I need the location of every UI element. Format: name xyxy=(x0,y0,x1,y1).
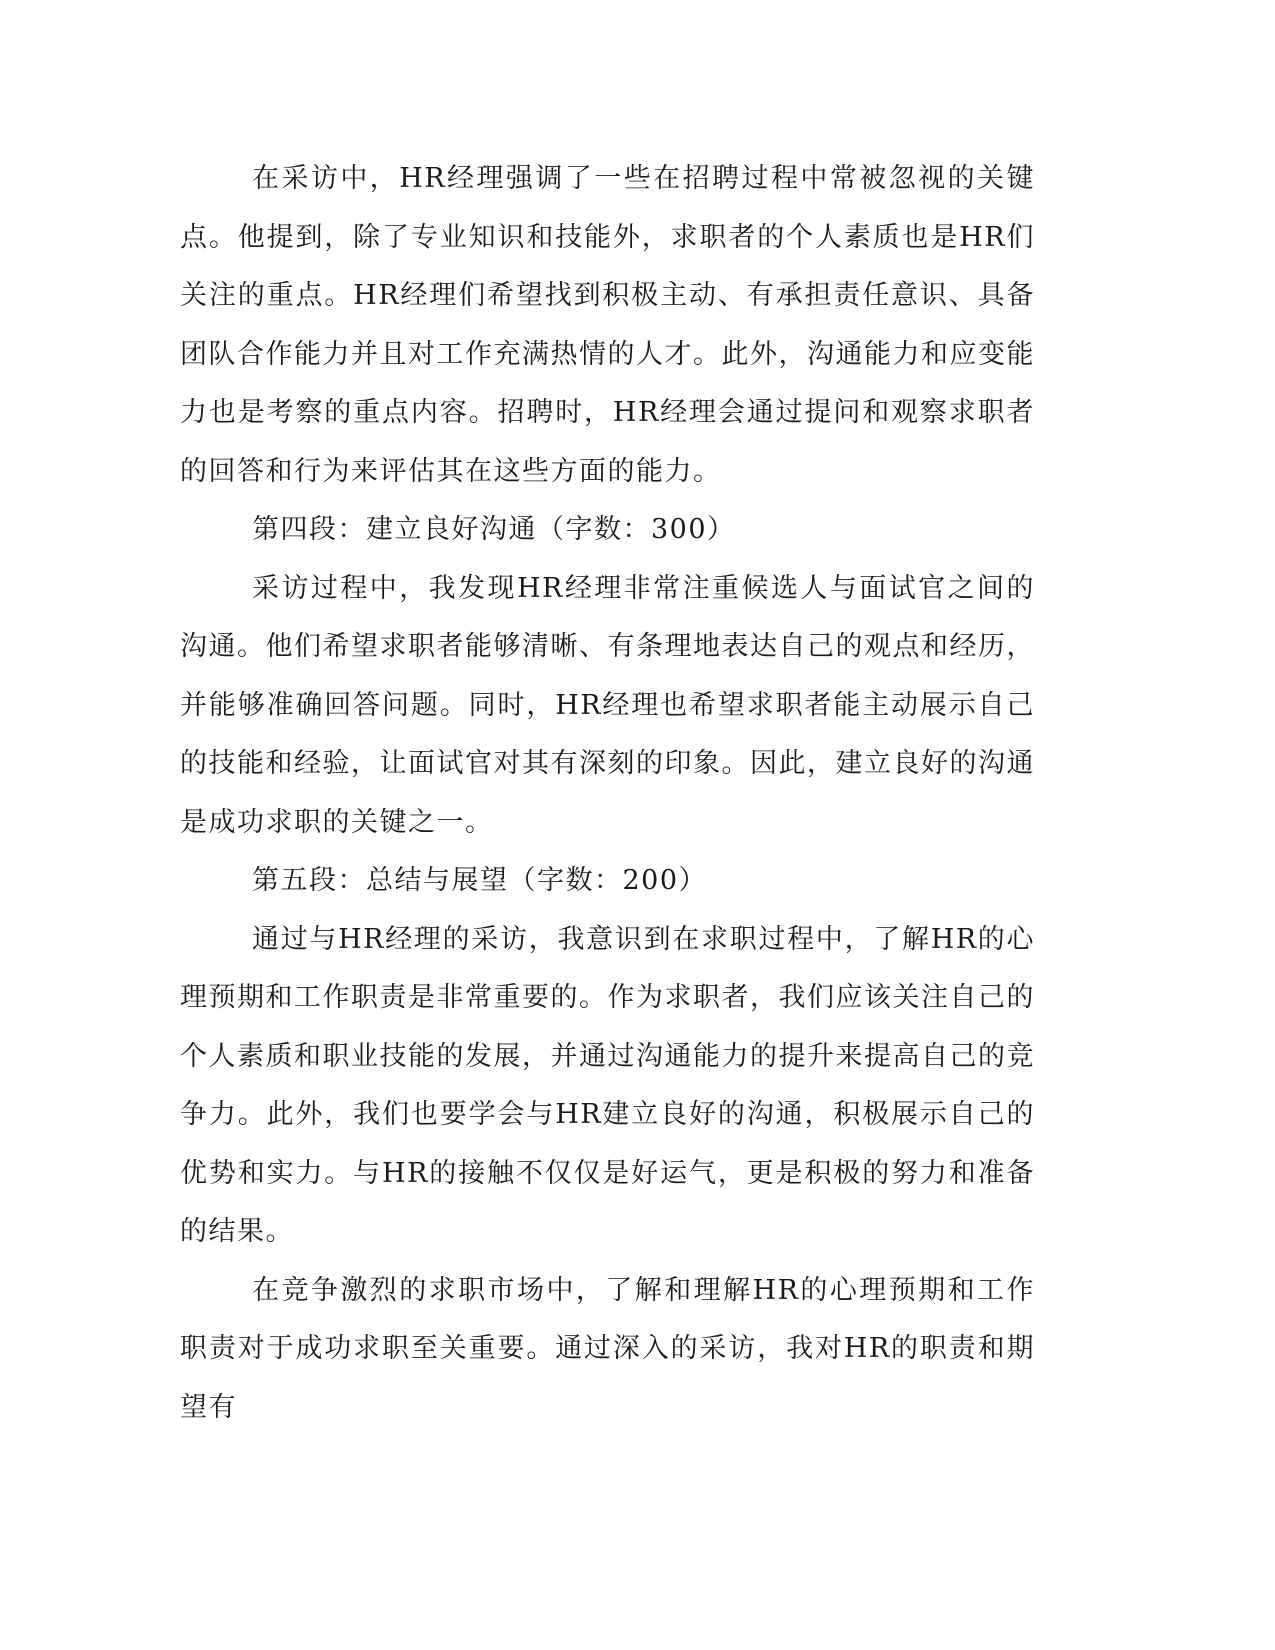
section-heading-summary: 第五段：总结与展望（字数：200） xyxy=(252,865,708,896)
paragraph-good-communication: 采访过程中，我发现HR经理非常注重候选人与面试官之间的沟通。他们希望求职者能够清晰、有条理地表达自己的观点和经历，并能够准确回答问题。同时，HR经理也希望求职者能主动展示自己的技能和经验，让面试官对其有深刻的印象。因此，建立良好的沟通是成功求职的关键之一。 xyxy=(180,572,1035,838)
section-heading-communication: 第四段：建立良好沟通（字数：300） xyxy=(252,514,736,545)
paragraph-interview-key-points: 在采访中，HR经理强调了一些在招聘过程中常被忽视的关键点。他提到，除了专业知识和技能外，求职者的个人素质也是HR们关注的重点。HR经理们希望找到积极主动、有承担责任意识、具备团队合作能力并且对工作充满热情的人才。此外，沟通能力和应变能力也是考察的重点内容。招聘时，HR经理会通过提问和观察求职者的回答和行为来评估其在这些方面的能力。 xyxy=(180,163,1035,487)
paragraph-summary: 通过与HR经理的采访，我意识到在求职过程中，了解HR的心理预期和工作职责是非常重要的。作为求职者，我们应该关注自己的个人素质和职业技能的发展，并通过沟通能力的提升来提高自己的竞争力。此外，我们也要学会与HR建立良好的沟通，积极展示自己的优势和实力。与HR的接触不仅仅是好运气，更是积极的努力和准备的结果。 xyxy=(180,923,1035,1247)
document-body xyxy=(180,150,1035,1437)
paragraph-conclusion: 在竞争激烈的求职市场中，了解和理解HR的心理预期和工作职责对于成功求职至关重要。通过深入的采访，我对HR的职责和期望有 xyxy=(180,1274,1035,1423)
